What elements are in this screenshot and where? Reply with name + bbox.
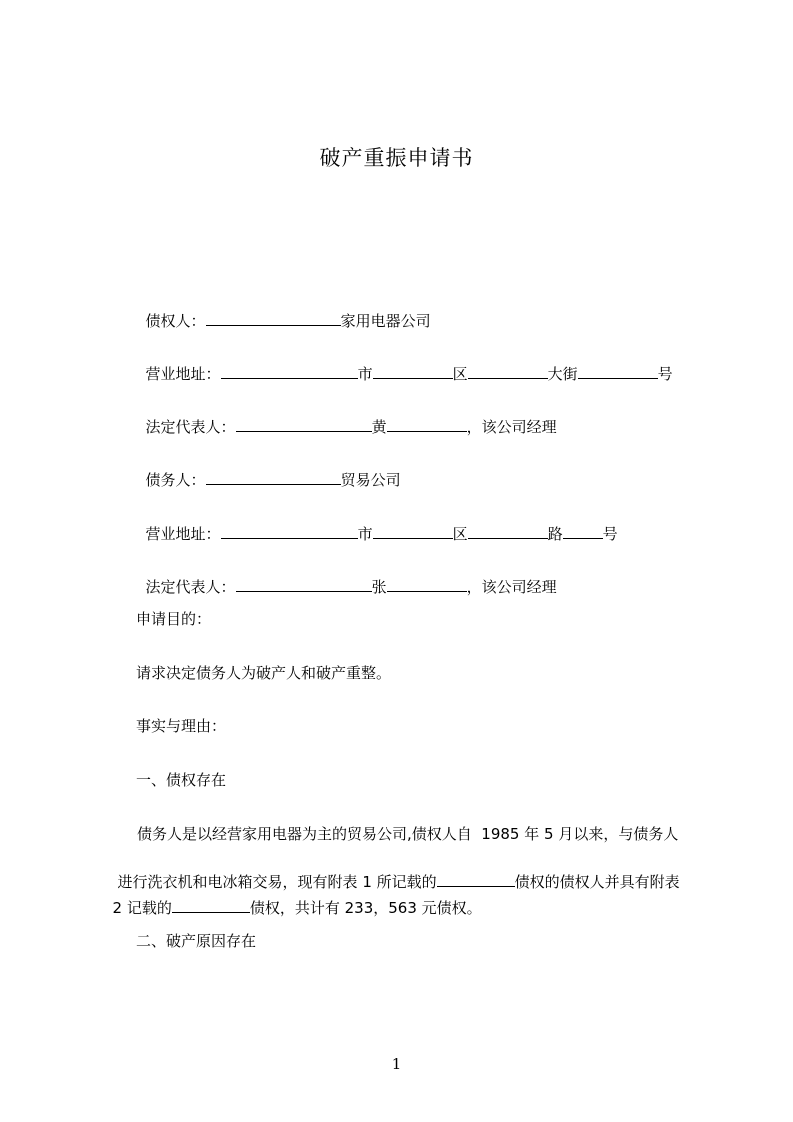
creditor-rep-line [136, 396, 557, 437]
debtor-line [136, 449, 401, 490]
debtor-blank[interactable] [206, 469, 341, 485]
debtor-address-label: 营业地址： [145, 525, 221, 543]
creditor-rep-surname: 黄 [371, 418, 387, 436]
debtor-road-blank[interactable] [468, 523, 548, 539]
creditor-number-blank[interactable] [578, 363, 658, 379]
debtor-rep-suffix: ，该公司经理 [466, 578, 557, 596]
debtor-rep-label: 法定代表人： [145, 578, 236, 596]
debtor-city-blank[interactable] [221, 523, 358, 539]
document-title: 破产重振申请书 [319, 146, 474, 170]
debtor-district-blank[interactable] [373, 523, 453, 539]
section2-heading: 二、破产原因存在 [136, 932, 257, 950]
debtor-rep-surname: 张 [371, 578, 387, 596]
schedule2-blank[interactable] [172, 897, 250, 913]
para-text: 债权，共计有 233，563 元债权。 [249, 899, 482, 917]
section1-para-line1: 债务人是以经营家用电器为主的贸易公司,债权人自 1985 年 5 月以来，与债务人 [137, 825, 679, 843]
creditor-rep-suffix: ，该公司经理 [466, 418, 557, 436]
creditor-rep-name-blank[interactable] [387, 416, 467, 432]
creditor-line [136, 290, 431, 331]
creditor-street-blank[interactable] [468, 363, 548, 379]
creditor-address-label: 营业地址： [145, 365, 221, 383]
creditor-rep-blank[interactable] [236, 416, 372, 432]
city-suffix: 市 [357, 365, 373, 383]
para-text: 2 记载的 [112, 899, 172, 917]
creditor-city-blank[interactable] [221, 363, 358, 379]
city-suffix: 市 [357, 525, 373, 543]
para-text: 进行洗衣机和电冰箱交易，现有附表 1 所记载的 [117, 873, 437, 891]
purpose-text: 请求决定债务人为破产人和破产重整。 [136, 664, 392, 682]
debtor-rep-blank[interactable] [236, 576, 372, 592]
creditor-address-line [136, 343, 673, 384]
debtor-address-line [136, 503, 618, 544]
number-suffix: 号 [602, 525, 618, 543]
street-suffix: 大街 [547, 365, 578, 383]
district-suffix: 区 [452, 525, 468, 543]
creditor-name: 家用电器公司 [340, 312, 431, 330]
purpose-heading: 申请目的： [136, 610, 212, 628]
number-suffix: 号 [657, 365, 673, 383]
debtor-rep-name-blank[interactable] [387, 576, 467, 592]
debtor-number-blank[interactable] [563, 523, 603, 539]
page-number: 1 [391, 1055, 402, 1073]
debtor-name: 贸易公司 [340, 471, 401, 489]
section1-heading: 一、债权存在 [136, 771, 227, 789]
facts-heading: 事实与理由： [136, 717, 227, 735]
creditor-district-blank[interactable] [373, 363, 453, 379]
debtor-rep-line [136, 556, 557, 597]
debtor-label: 债务人： [145, 471, 206, 489]
district-suffix: 区 [452, 365, 468, 383]
creditor-label: 债权人： [145, 312, 206, 330]
creditor-rep-label: 法定代表人： [145, 418, 236, 436]
section1-para-line3 [103, 877, 482, 918]
road-suffix: 路 [547, 525, 563, 543]
creditor-blank[interactable] [206, 310, 341, 326]
para-text: 债权的债权人并具有附表 [514, 873, 680, 891]
